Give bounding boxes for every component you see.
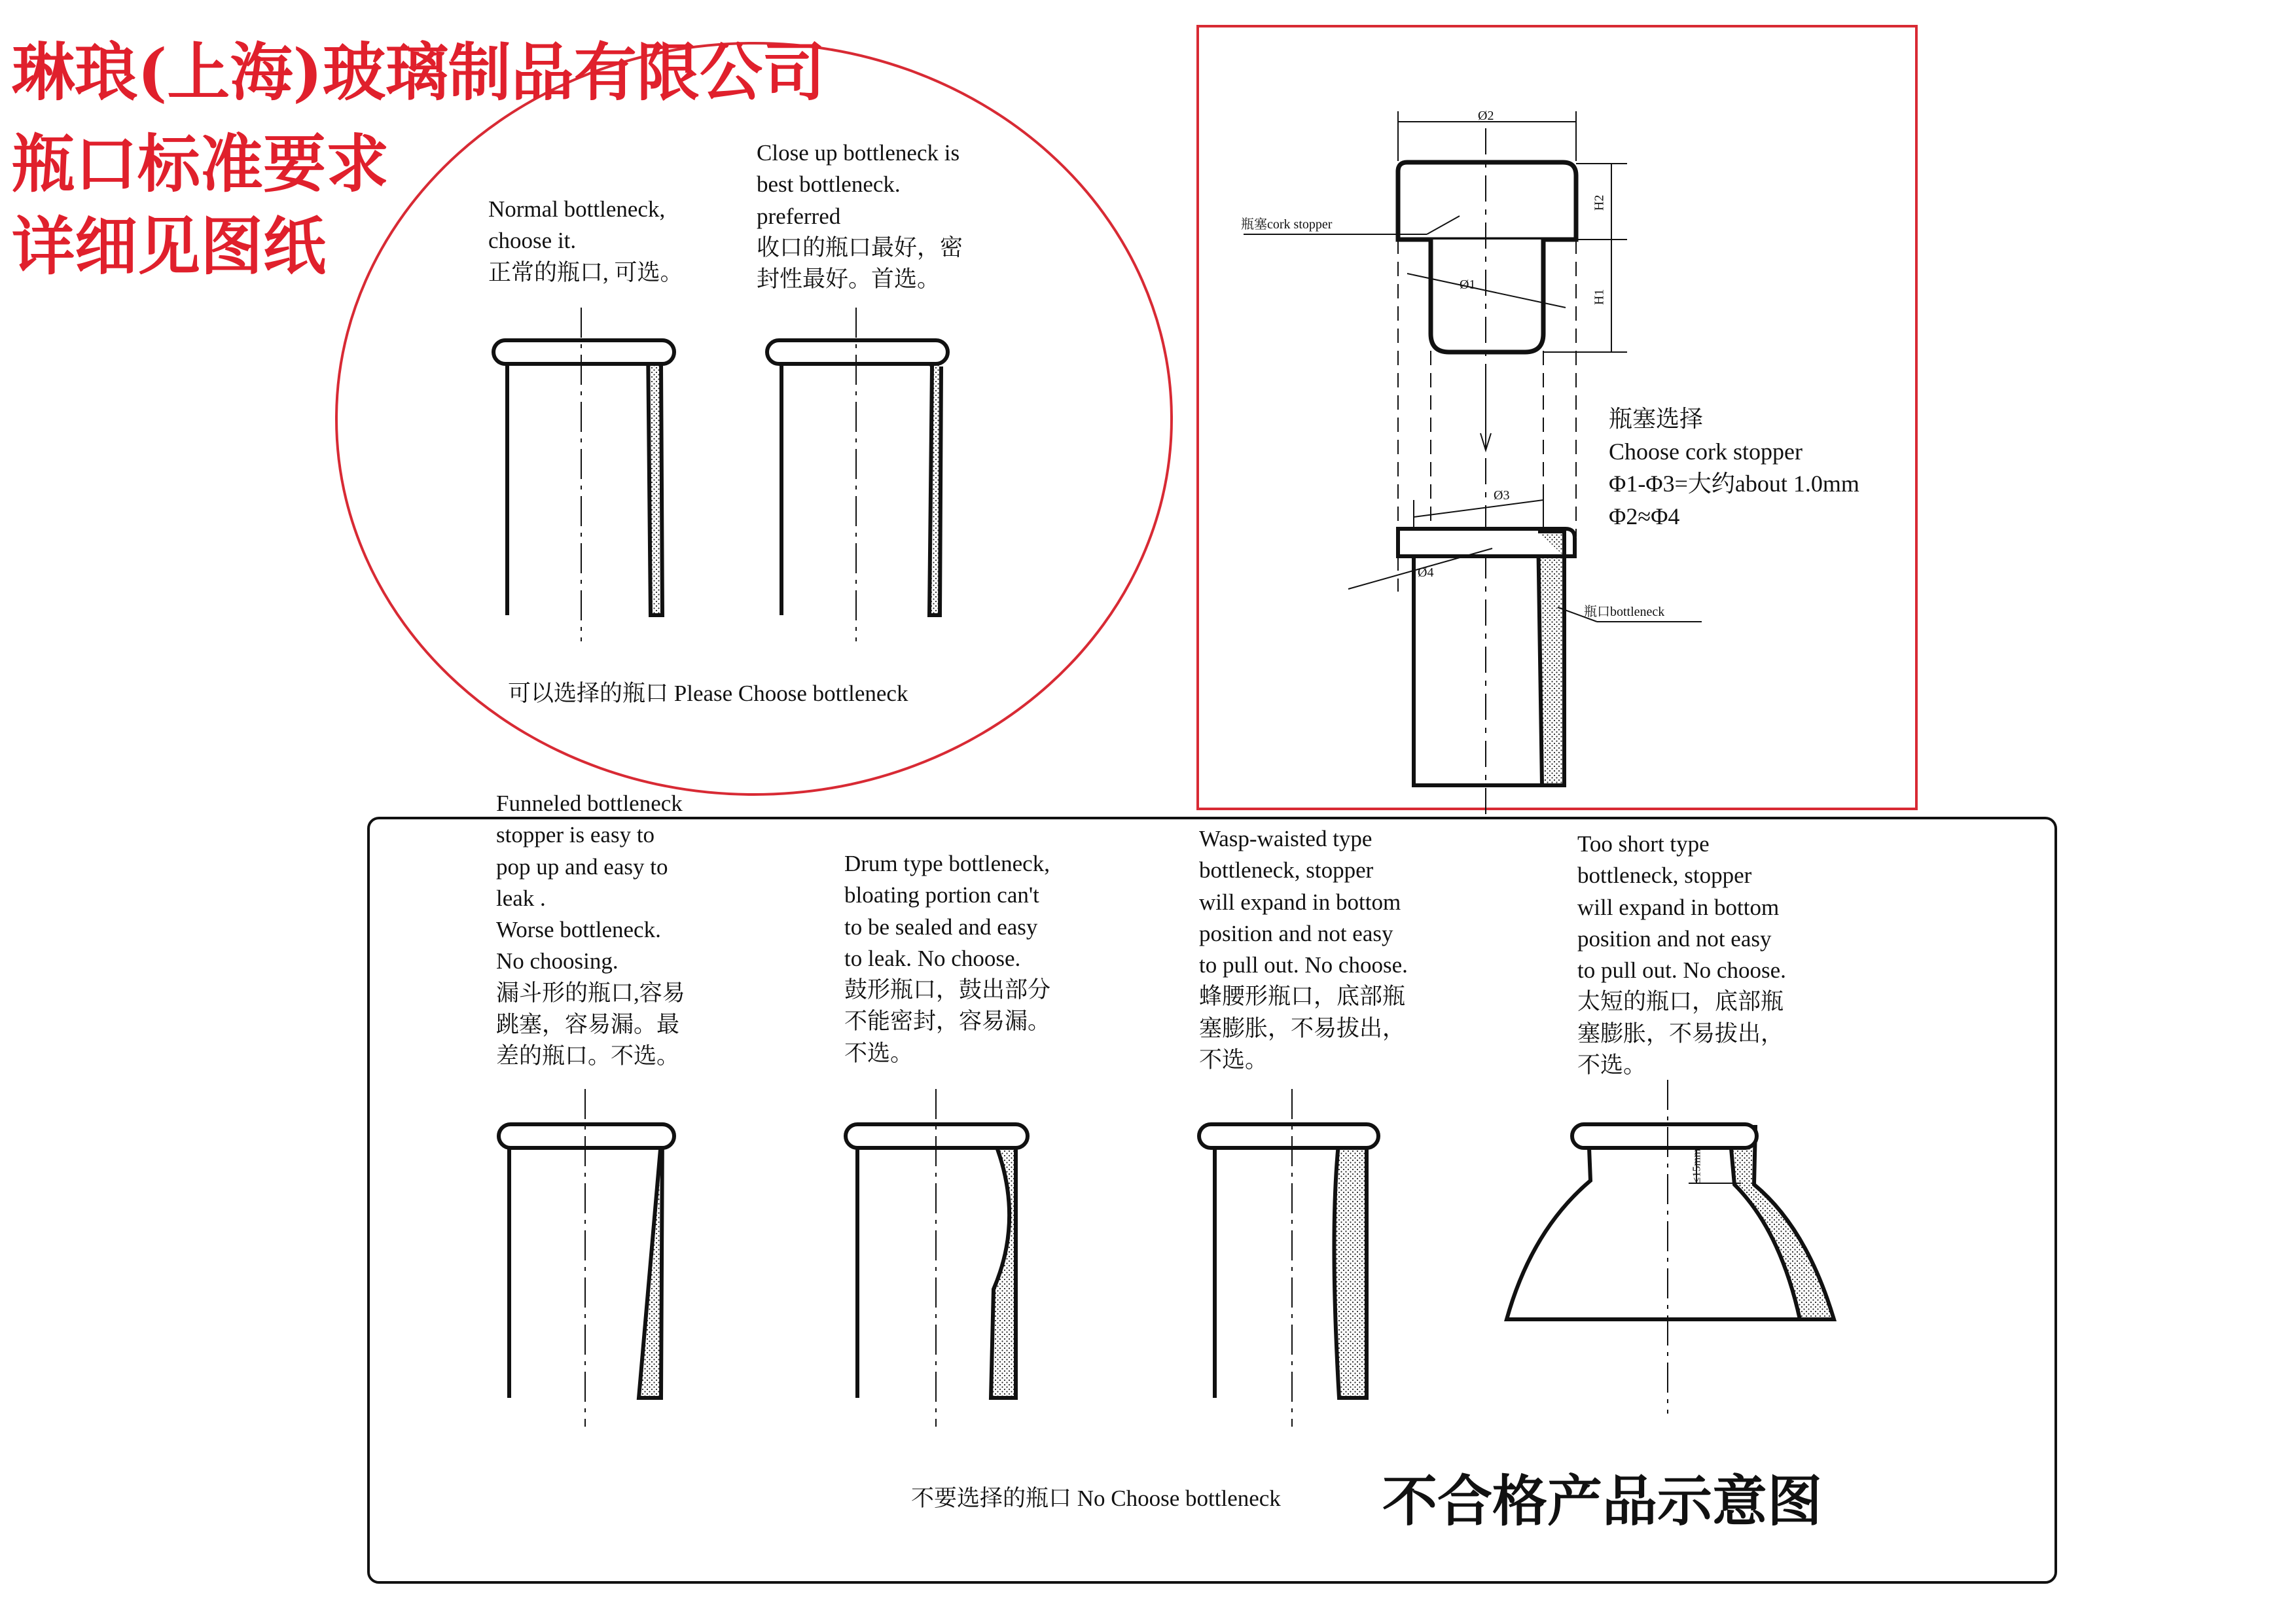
drum-caption: Drum type bottleneck, bloating portion can't to be sealed and easy to leak. No choose. 鼓形瓶口，鼓出部分 不能密封，容易漏。 不选。 — [844, 851, 1051, 1066]
bottleneck-label: 瓶口bottleneck — [1584, 605, 1665, 619]
funnel-caption: Funneled bottleneck stopper is easy to pop up and easy to leak . Worse bottleneck. No choosing. 漏斗形的瓶口,容易 跳塞，容易漏。最 差的瓶口。不选。 — [496, 791, 685, 1069]
spec-note: 详细见图纸 — [12, 209, 326, 283]
bottleneck-section-drawing — [1348, 491, 1702, 785]
normal-bottleneck-drawing — [493, 308, 674, 641]
wasp-caption: Wasp-waisted type bottleneck, stopper will expand in bottom position and not easy to pull out. No choose. 蜂腰形瓶口，底部瓶 塞膨胀，不易拔出， 不选。 — [1199, 826, 1408, 1073]
dim-h2: H2 — [1592, 194, 1607, 211]
dim-15mm: ≤15mm — [1690, 1149, 1703, 1184]
company-name: 琳琅(上海)玻璃制品有限公司 — [12, 35, 825, 109]
spec-title: 瓶口标准要求 — [12, 127, 389, 201]
stopper-selection-text: 瓶塞选择 Choose cork stopper Φ1-Φ3=大约about 1.0mm Φ2≈Φ4 — [1609, 406, 1859, 530]
funnel-bottleneck-drawing — [499, 1089, 674, 1427]
dim-d1: Ø1 — [1460, 277, 1476, 292]
short-bottleneck-drawing — [1507, 1080, 1834, 1414]
cork-stopper-label: 瓶塞cork stopper — [1241, 217, 1333, 232]
normal-bottleneck-caption: Normal bottleneck, choose it. 正常的瓶口, 可选。 — [488, 196, 683, 285]
acceptable-caption: 可以选择的瓶口 Please Choose bottleneck — [508, 681, 908, 706]
dim-d2: Ø2 — [1478, 109, 1494, 123]
wasp-bottleneck-drawing — [1199, 1089, 1378, 1427]
dim-d4: Ø4 — [1418, 565, 1434, 580]
short-caption: Too short type bottleneck, stopper will expand in bottom position and not easy to pull out. No choose. 太短的瓶口，底部瓶 塞膨胀，不易拔出， 不选。 — [1577, 831, 1786, 1079]
dim-h1: H1 — [1592, 289, 1607, 306]
nonconforming-title: 不合格产品示意图 — [1382, 1469, 1823, 1533]
closeup-bottleneck-caption: Close up bottleneck is best bottleneck. preferred 收口的瓶口最好，密 封性最好。首选。 — [757, 140, 963, 293]
drum-bottleneck-drawing — [846, 1089, 1028, 1427]
rejected-caption: 不要选择的瓶口 No Choose bottleneck — [911, 1486, 1281, 1511]
closeup-bottleneck-drawing — [767, 308, 948, 641]
dim-d3: Ø3 — [1494, 488, 1510, 503]
